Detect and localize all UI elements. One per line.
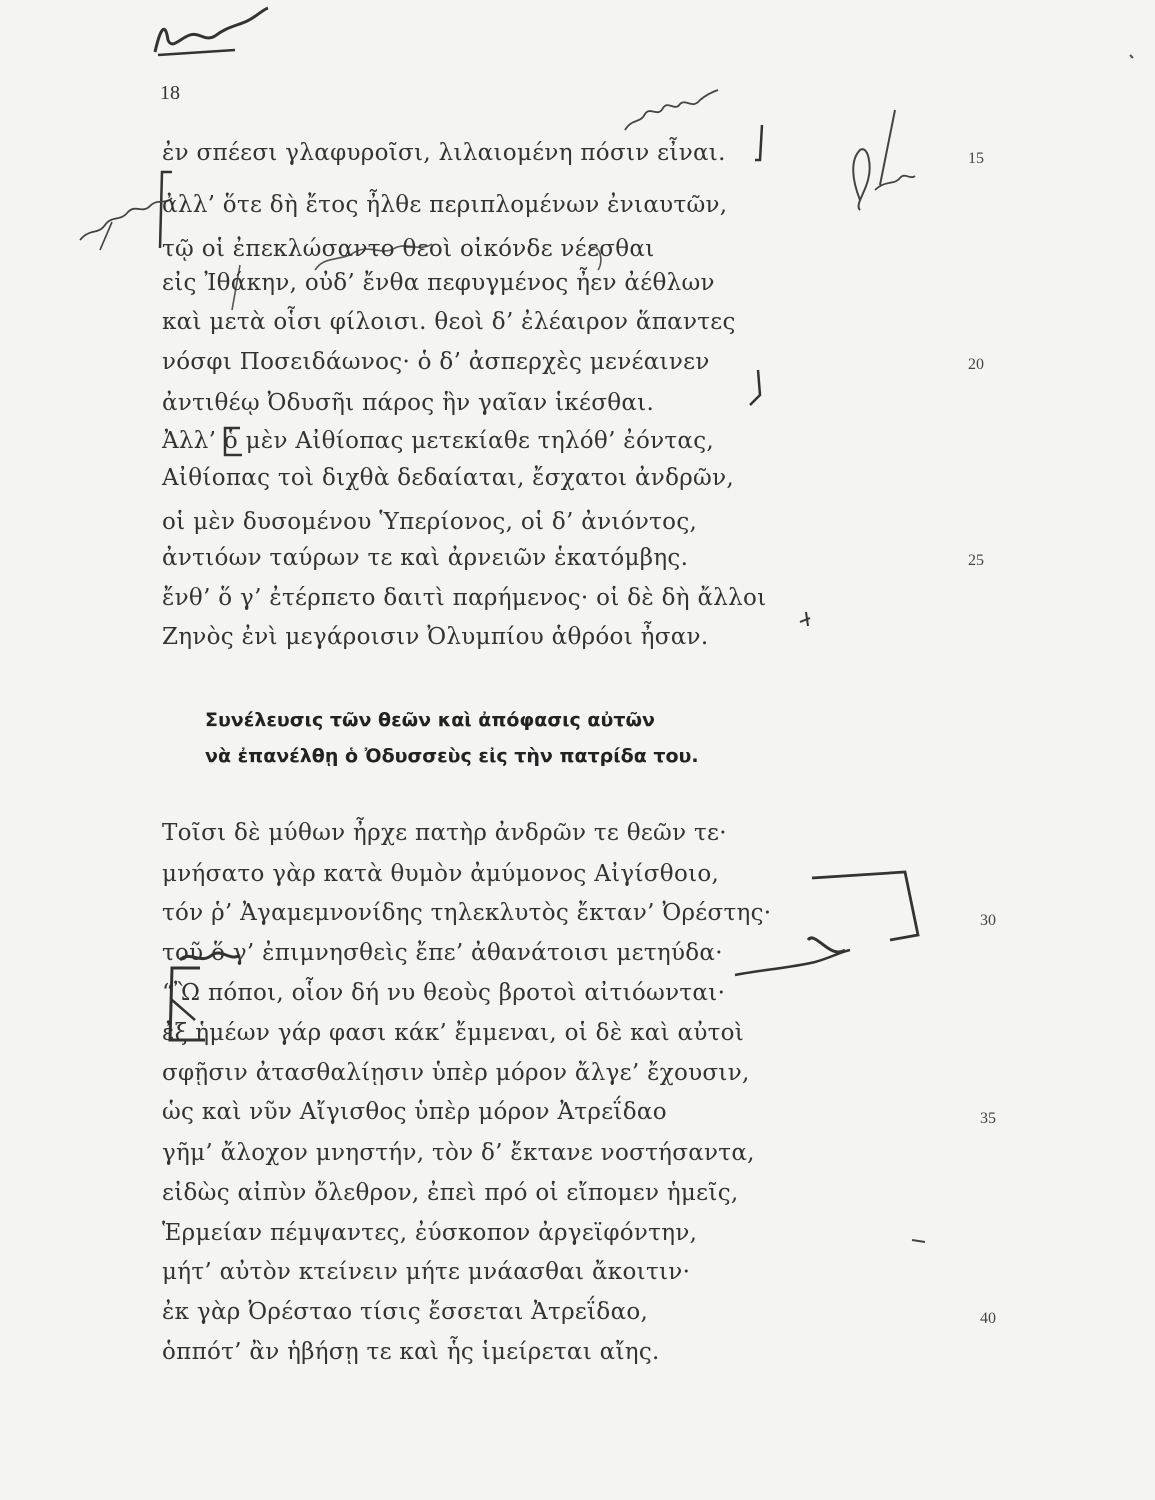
line-number: 20 <box>968 356 984 373</box>
verse-line: τῷ οἱ ἐπεκλώσαντο θεοὶ οἰκόνδε νέεσθαι <box>162 236 655 262</box>
verse-line: Τοῖσι δὲ μύθων ἦρχε πατὴρ ἀνδρῶν τε θεῶν τε· <box>162 820 727 846</box>
line-number: 15 <box>968 150 984 167</box>
section-heading-line: νὰ ἐπανέλθῃ ὁ Ὀδυσσεὺς εἰς τὴν πατρίδα του. <box>205 745 699 767</box>
verse-line: εἰς Ἰθάκην, οὐδ’ ἔνθα πεφυγμένος ἦεν ἀέθλων <box>162 270 715 296</box>
line-number: 40 <box>980 1310 996 1327</box>
verse-line: οἱ μὲν δυσομένου Ὑπερίονος, οἱ δ’ ἀνιόντος, <box>162 509 698 535</box>
verse-line: σφῇσιν ἀτασθαλίῃσιν ὑπὲρ μόρον ἄλγε’ ἔχουσιν, <box>162 1060 750 1086</box>
verse-line: ἔνθ’ ὅ γ’ ἐτέρπετο δαιτὶ παρήμενος· οἱ δὲ δὴ ἄλλοι <box>162 585 767 611</box>
verse-line: ὡς καὶ νῦν Αἴγισθος ὑπὲρ μόρον Ἀτρεΐδαο <box>162 1099 667 1125</box>
verse-line: νόσφι Ποσειδάωνος· ὁ δ’ ἀσπερχὲς μενέαινεν <box>162 349 710 375</box>
verse-line: Αἰθίοπας τοὶ διχθὰ δεδαίαται, ἔσχατοι ἀνδρῶν, <box>162 465 735 491</box>
verse-line: ὁππότ’ ἂν ἡβήσῃ τε καὶ ἧς ἱμείρεται αἴης. <box>162 1339 660 1365</box>
verse-line: τόν ῥ’ Ἀγαμεμνονίδης τηλεκλυτὸς ἔκταν’ Ὀρέστης· <box>162 900 772 926</box>
section-heading <box>205 702 845 774</box>
verse-line: ἐξ ἡμέων γάρ φασι κάκ’ ἔμμεναι, οἱ δὲ καὶ αὐτοὶ <box>162 1020 745 1046</box>
verse-line: Ἀλλ’ ὁ μὲν Αἰθίοπας μετεκίαθε τηλόθ’ ἐόντας, <box>162 428 715 454</box>
verse-line: μήτ’ αὐτὸν κτείνειν μήτε μνάασθαι ἄκοιτιν· <box>162 1259 691 1285</box>
verse-line: ἀντιθέῳ Ὀδυσῆι πάρος ἣν γαῖαν ἱκέσθαι. <box>162 390 655 416</box>
verse-line: εἰδὼς αἰπὺν ὄλεθρον, ἐπεὶ πρό οἱ εἴπομεν ἡμεῖς, <box>162 1180 739 1206</box>
verse-line: ἐκ γὰρ Ὀρέσταο τίσις ἔσσεται Ἀτρεΐδαο, <box>162 1299 649 1325</box>
verse-line: καὶ μετὰ οἷσι φίλοισι. θεοὶ δ’ ἐλέαιρον ἅπαντες <box>162 309 736 335</box>
line-number: 30 <box>980 912 996 929</box>
verse-line: γῆμ’ ἄλοχον μνηστήν, τὸν δ’ ἔκτανε νοστήσαντα, <box>162 1140 755 1166</box>
verse-line: Ἑρμείαν πέμψαντες, ἐύσκοπον ἀργεϊφόντην, <box>162 1220 698 1246</box>
line-number: 25 <box>968 552 984 569</box>
section-heading-line: Συνέλευσις τῶν θεῶν καὶ ἀπόφασις αὐτῶν <box>205 709 655 731</box>
verse-line: μνήσατο γὰρ κατὰ θυμὸν ἀμύμονος Αἰγίσθοιο, <box>162 861 720 887</box>
verse-line: Ζηνὸς ἐνὶ μεγάροισιν Ὀλυμπίου ἁθρόοι ἦσαν. <box>162 624 709 650</box>
verse-line: τοῦ ὅ γ’ ἐπιμνησθεὶς ἔπε’ ἀθανάτοισι μετηύδα· <box>162 940 723 966</box>
verse-line: ἀντιόων ταύρων τε καὶ ἀρνειῶν ἑκατόμβης. <box>162 545 689 571</box>
verse-line: ἀλλ’ ὅτε δὴ ἔτος ἦλθε περιπλομένων ἐνιαυτῶν, <box>162 192 728 218</box>
verse-line: “Ὢ πόποι, οἷον δή νυ θεοὺς βροτοὶ αἰτιόωνται· <box>162 980 726 1006</box>
verse-line: ἐν σπέεσι γλαφυροῖσι, λιλαιομένη πόσιν εἶναι. <box>162 140 726 166</box>
line-number: 35 <box>980 1110 996 1127</box>
page-number: 18 <box>160 82 180 104</box>
